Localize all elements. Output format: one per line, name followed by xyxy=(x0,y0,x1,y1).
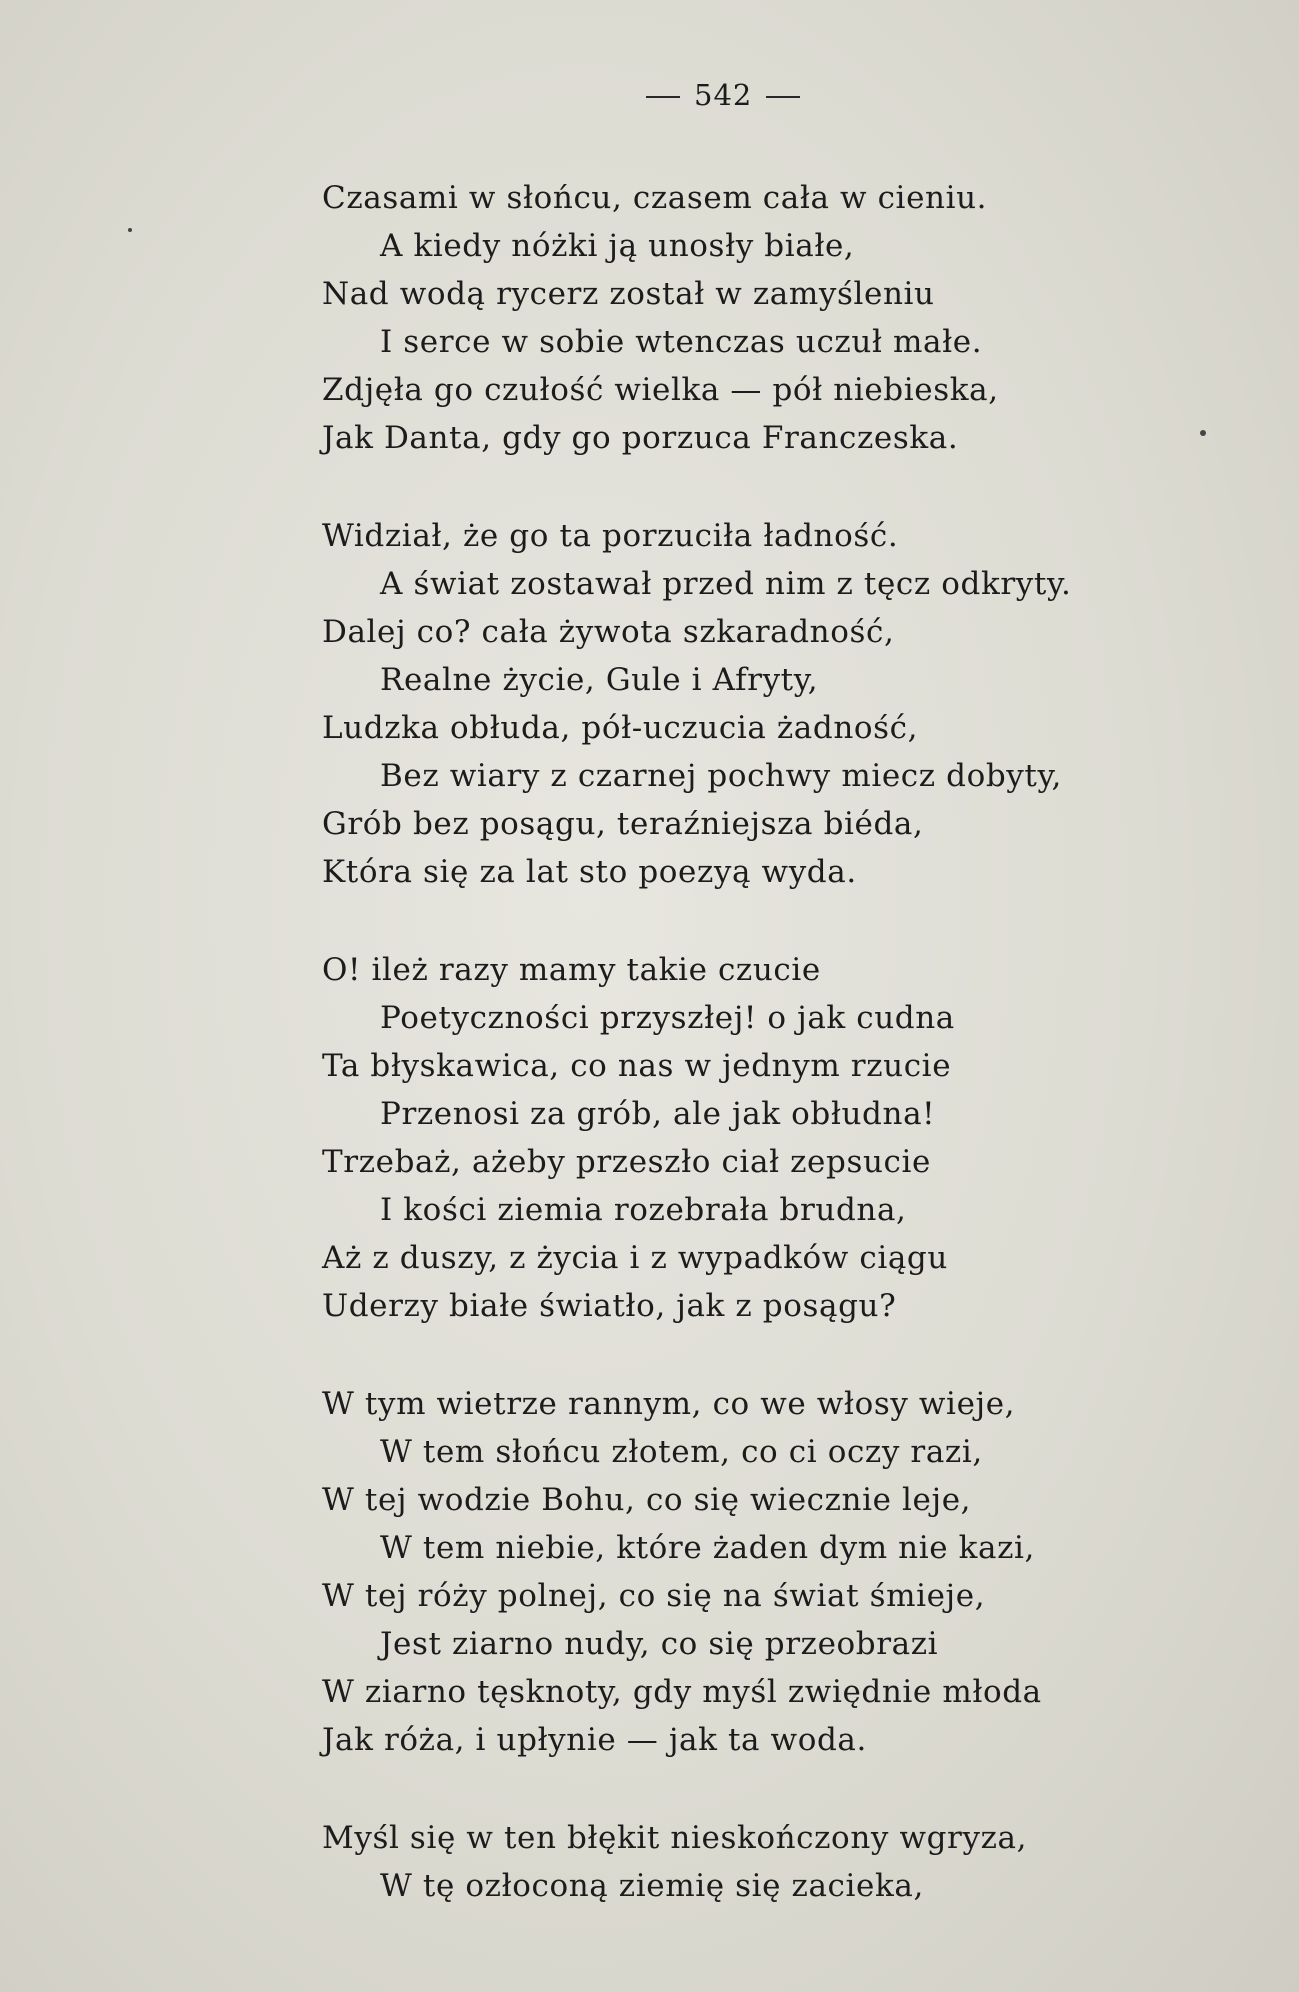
poem-line: W ziarno tęsknoty, gdy myśl zwiędnie młoda xyxy=(322,1674,1042,1710)
poem-line: Aż z duszy, z życia i z wypadków ciągu xyxy=(322,1240,948,1276)
poem-line: Jest ziarno nudy, co się przeobrazi xyxy=(380,1626,939,1662)
poem-line: Jak Danta, gdy go porzuca Franczeska. xyxy=(322,420,959,456)
poem-line: Ludzka obłuda, pół-uczucia żadność, xyxy=(322,710,919,746)
page-number: 542 xyxy=(694,78,753,112)
paper-speck xyxy=(1200,430,1206,436)
poem-line: A kiedy nóżki ją unosły białe, xyxy=(380,228,855,264)
stanza xyxy=(322,1380,1222,1764)
poem-line: O! ileż razy mamy takie czucie xyxy=(322,952,821,988)
poem-line: Zdjęła go czułość wielka — pół niebieska, xyxy=(322,372,999,408)
page-number-header xyxy=(632,78,814,112)
poem-line: Nad wodą rycerz został w zamyśleniu xyxy=(322,276,935,312)
poem-line: A świat zostawał przed nim z tęcz odkryty. xyxy=(380,566,1072,602)
right-dash xyxy=(766,96,800,98)
poem-line: W tę ozłoconą ziemię się zacieka, xyxy=(380,1868,924,1904)
stanza xyxy=(322,512,1222,896)
poem-line: Grób bez posągu, teraźniejsza biéda, xyxy=(322,806,924,842)
poem-line: Poetyczności przyszłej! o jak cudna xyxy=(380,1000,955,1036)
poem-line: Jak róża, i upłynie — jak ta woda. xyxy=(322,1722,867,1758)
poem-line: W tem niebie, które żaden dym nie kazi, xyxy=(380,1530,1036,1566)
poem-line: Realne życie, Gule i Afryty, xyxy=(380,662,819,698)
poem-line: Myśl się w ten błękit nieskończony wgryza, xyxy=(322,1820,1028,1856)
poem-line: Czasami w słońcu, czasem cała w cieniu. xyxy=(322,180,988,216)
poem-line: Ta błyskawica, co nas w jednym rzucie xyxy=(322,1048,952,1084)
poem-line: W tym wietrze rannym, co we włosy wieje, xyxy=(322,1386,1016,1422)
poem-body xyxy=(322,174,1222,1960)
left-dash xyxy=(646,96,680,98)
poem-line: Która się za lat sto poezyą wyda. xyxy=(322,854,857,890)
stanza xyxy=(322,174,1222,462)
poem-line: W tej wodzie Bohu, co się wiecznie leje, xyxy=(322,1482,972,1518)
poem-line: Przenosi za grób, ale jak obłudna! xyxy=(380,1096,936,1132)
poem-line: W tej róży polnej, co się na świat śmieje, xyxy=(322,1578,986,1614)
stanza xyxy=(322,946,1222,1330)
poem-line: I serce w sobie wtenczas uczuł małe. xyxy=(380,324,983,360)
poem-line: Uderzy białe światło, jak z posągu? xyxy=(322,1288,897,1324)
poem-line: W tem słońcu złotem, co ci oczy razi, xyxy=(380,1434,983,1470)
poem-line: Bez wiary z czarnej pochwy miecz dobyty, xyxy=(380,758,1062,794)
poem-line: Trzebaż, ażeby przeszło ciał zepsucie xyxy=(322,1144,931,1180)
stanza xyxy=(322,1814,1222,1910)
poem-line: I kości ziemia rozebrała brudna, xyxy=(380,1192,907,1228)
paper-speck xyxy=(128,228,132,232)
poem-line: Widział, że go ta porzuciła ładność. xyxy=(322,518,899,554)
poem-line: Dalej co? cała żywota szkaradność, xyxy=(322,614,895,650)
